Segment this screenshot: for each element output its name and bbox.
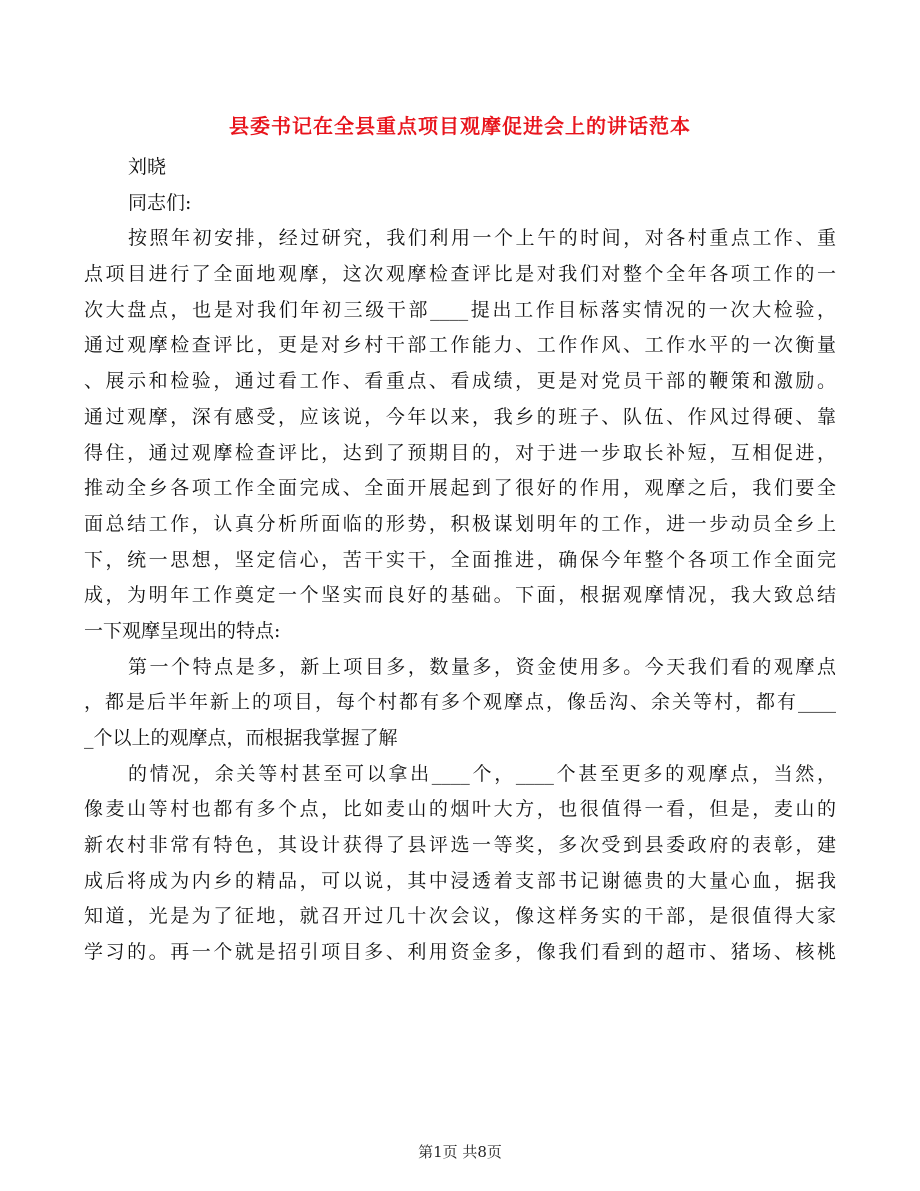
body-line: 、展示和检验，通过看工作、看重点、看成绩，更是对党员干部的鞭策和激励。 [84, 370, 836, 393]
body-line: 的情况，余关等村甚至可以拿出____个，____个甚至更多的观摩点，当然， [128, 762, 836, 785]
salutation-line: 同志们: [128, 191, 192, 214]
author-line: 刘晓 [128, 156, 167, 178]
body-line: 推动全乡各项工作全面完成、全面开展起到了很好的作用，观摩之后，我们要全 [84, 477, 836, 500]
body-line: _个以上的观摩点，而根据我掌握了解 [84, 727, 398, 749]
document-body [84, 150, 836, 971]
body-line: 像麦山等村也都有多个点，比如麦山的烟叶大方，也很值得一看，但是，麦山的 [84, 798, 836, 821]
document-title: 县委书记在全县重点项目观摩促进会上的讲话范本 [229, 114, 691, 138]
body-line: 学习的。再一个就是招引项目多、利用资金多，像我们看到的超市、猪场、核桃 [84, 941, 836, 964]
body-line: 通过观摩检查评比，更是对乡村干部工作能力、工作作风、工作水平的一次衡量 [84, 334, 836, 357]
body-line: 知道，光是为了征地，就召开过几十次会议，像这样务实的干部，是很值得大家 [84, 905, 836, 928]
body-line: 下，统一思想，坚定信心，苦干实干，全面推进，确保今年整个各项工作全面完 [84, 548, 836, 571]
body-line: ，都是后半年新上的项目，每个村都有多个观摩点，像岳沟、余关等村，都有____ [84, 691, 836, 714]
body-line: 成后将成为内乡的精品，可以说，其中浸透着支部书记谢德贵的大量心血，据我 [84, 869, 836, 892]
body-line: 面总结工作，认真分析所面临的形势，积极谋划明年的工作，进一步动员全乡上 [84, 512, 836, 535]
body-line: 通过观摩，深有感受，应该说，今年以来，我乡的班子、队伍、作风过得硬、靠 [84, 405, 836, 428]
body-line: 次大盘点，也是对我们年初三级干部____提出工作目标落实情况的一次大检验， [84, 298, 836, 321]
body-line: 点项目进行了全面地观摩，这次观摩检查评比是对我们对整个全年各项工作的一 [84, 263, 836, 286]
body-line: 按照年初安排，经过研究，我们利用一个上午的时间，对各村重点工作、重 [128, 227, 836, 250]
body-line: 成，为明年工作奠定一个坚实而良好的基础。下面，根据观摩情况，我大致总结 [84, 584, 836, 607]
body-line: 得住，通过观摩检查评比，达到了预期目的，对于进一步取长补短，互相促进， [84, 441, 836, 464]
body-line: 一下观摩呈现出的特点: [84, 619, 281, 642]
body-line: 新农村非常有特色，其设计获得了县评选一等奖，多次受到县委政府的表彰，建 [84, 834, 836, 857]
page-number: 第1页 共8页 [418, 1143, 502, 1161]
body-line: 第一个特点是多，新上项目多，数量多，资金使用多。今天我们看的观摩点 [128, 655, 836, 678]
